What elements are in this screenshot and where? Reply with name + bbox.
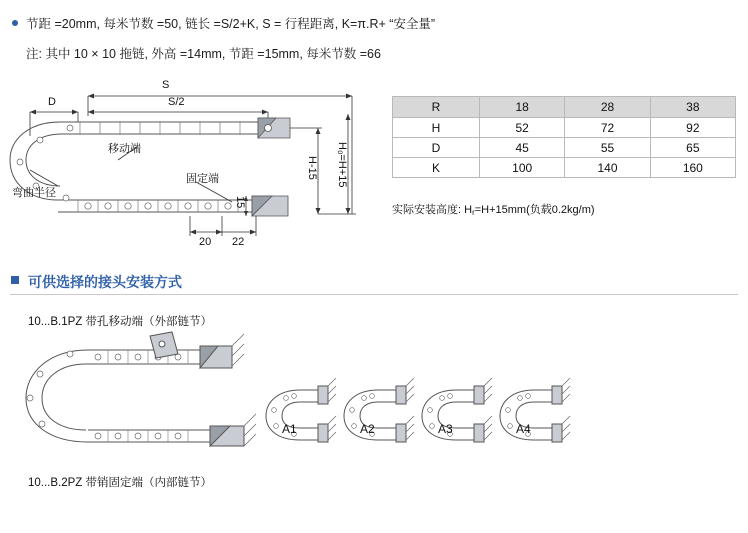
dim-label-22: 22 [232, 236, 245, 248]
table-row [393, 118, 736, 138]
cell-H-28: 72 [565, 118, 650, 138]
dim-label-H-minus-15: H-15 [306, 156, 318, 180]
cell-D-28: 55 [565, 138, 650, 158]
section-marker-icon [11, 276, 19, 284]
dim-label-D: D [48, 96, 56, 108]
table-row [393, 138, 736, 158]
connector-svg [0, 330, 748, 475]
row-label-D: D [393, 138, 480, 158]
table-header-row [393, 97, 736, 118]
option-label-top: 10...B.1PZ 带孔移动端（外部链节） [28, 316, 213, 328]
label-fixed-end: 固定端 [186, 173, 219, 185]
header-cell-38: 38 [650, 97, 735, 118]
cell-D-38: 65 [650, 138, 735, 158]
dim-label-15: 15 [234, 196, 246, 209]
label-bend-radius: 弯曲半径 [12, 187, 56, 199]
cell-H-18: 52 [480, 118, 565, 138]
header-cell-18: 18 [480, 97, 565, 118]
section-title: 可供选择的接头安装方式 [28, 274, 182, 290]
label-moving-end: 移动端 [108, 143, 141, 155]
chain-type-label-a4: A4 [516, 422, 531, 436]
dim-label-S2: S/2 [168, 96, 185, 108]
footnote-suffix: =H+15mm(负载0.2kg/m) [474, 204, 595, 216]
cell-H-38: 92 [650, 118, 735, 138]
connector-drawing [0, 330, 748, 475]
cell-K-18: 100 [480, 158, 565, 178]
cell-K-38: 160 [650, 158, 735, 178]
table-footnote [392, 201, 595, 217]
drawing-svg [0, 74, 390, 259]
dim-label-20: 20 [199, 236, 212, 248]
row-label-K: K [393, 158, 480, 178]
chain-type-label-a2: A2 [360, 422, 375, 436]
row-label-H: H [393, 118, 480, 138]
cell-D-18: 45 [480, 138, 565, 158]
footnote-prefix: 实际安装高度: H [392, 204, 473, 216]
dim-label-Hr: H₀=H+15 [336, 142, 348, 188]
cell-K-28: 140 [565, 158, 650, 178]
chain-type-label-a3: A3 [438, 422, 453, 436]
chain-type-label-a1: A1 [282, 422, 297, 436]
table-row [393, 158, 736, 178]
footnote-sub: r [472, 208, 475, 217]
technical-drawing [0, 74, 390, 259]
dim-label-S: S [162, 79, 170, 91]
header-cell-28: 28 [565, 97, 650, 118]
note-line-2: 注: 其中 10 × 10 拖链, 外高 =14mm, 节距 =15mm, 每米节数 =66 [26, 47, 381, 61]
bullet-icon [12, 20, 18, 26]
section-divider [10, 294, 738, 295]
spec-table [392, 96, 736, 178]
option-label-bottom: 10...B.2PZ 带销固定端（内部链节） [28, 477, 213, 489]
note-line-1: 节距 =20mm, 每米节数 =50, 链长 =S/2+K, S = 行程距离, K=π.R+ “安全量” [26, 17, 436, 31]
header-cell-R: R [393, 97, 480, 118]
